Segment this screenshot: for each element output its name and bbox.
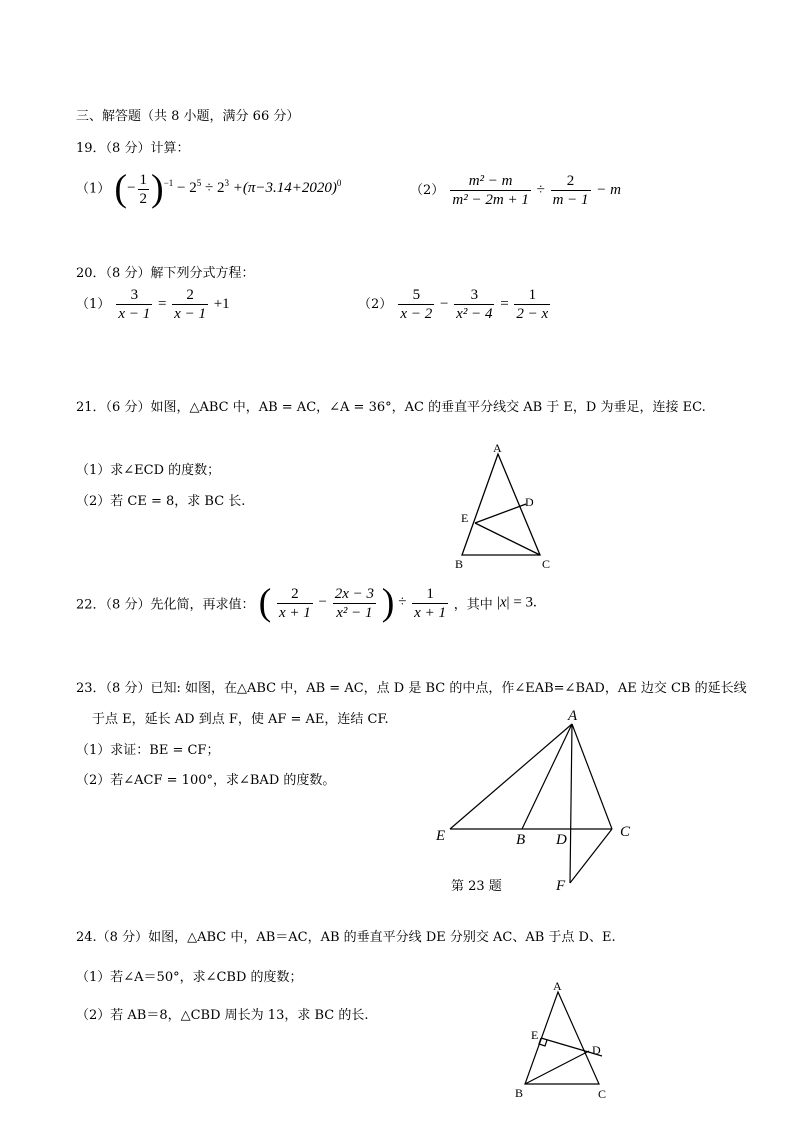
q22-d1: x + 1: [279, 604, 311, 621]
q20-p2-label: （2）: [358, 296, 393, 312]
q22-line: 22．（8 分）先化简，再求值： ( $\frac{2}{x + 1}$ − $\frac{2x - 3}{\text{x² − 1}}$ ) ÷ $\frac{1}{x + 1}$ ，其中 |x| = 3.: [76, 582, 537, 624]
q21-sub2: （2）若 CE = 8，求 BC 长.: [76, 494, 246, 509]
q24-label-c: C: [598, 1087, 607, 1101]
q19-p2-num2: 2: [551, 172, 591, 191]
q19-p2-label: （2）: [410, 182, 445, 198]
q20-p1-label: （1）: [76, 296, 111, 312]
q20-p2-d3: 2 − x: [516, 306, 549, 322]
q21-figure: [450, 440, 560, 575]
q23-label-a: A: [568, 708, 578, 724]
q20-p2-n2: 3: [454, 286, 494, 305]
q22-abs-var: x: [499, 594, 507, 611]
q20-p2-n3: 1: [514, 286, 550, 305]
q23-label-e: E: [436, 828, 446, 844]
q20-p1-d1: x − 1: [118, 306, 151, 322]
q24-sub1: （1）若∠A＝50°，求∠CBD 的度数；: [76, 970, 303, 985]
q21-label-e: E: [461, 511, 469, 525]
q19-p1-expr: (− $\frac{1}{2}$ )$^{-1} - 2^5 \div 2^3 +(\pi-3.14+2020)^0$: [114, 168, 342, 210]
q23-sub2: （2）若∠ACF = 100°，求∠BAD 的度数。: [76, 773, 336, 788]
q22-title: 22．（8 分）先化简，再求值：: [76, 597, 255, 613]
q19-part2: （2） $\frac{\text{m² − m}}{\text{m² − 2m + 1}}$ ÷ $\frac{2}{m - 1}$ − m: [410, 173, 621, 208]
q21-label-b: B: [455, 557, 464, 571]
q20-title: 20．（8 分）解下列分式方程：: [76, 266, 255, 281]
q22-n1: 2: [277, 585, 313, 604]
q20-p1-tail: +1: [213, 295, 230, 312]
q24-title: 24.（8 分）如图，△ABC 中，AB＝AC，AB 的垂直平分线 DE 分别交 AC、AB 于点 D、E.: [76, 930, 616, 945]
q23-label-b: B: [516, 832, 526, 848]
q24-label-b: B: [515, 1086, 524, 1100]
section-header: 三、解答题（共 8 小题，满分 66 分）: [76, 109, 300, 124]
q23-caption: 第 23 题: [451, 879, 502, 894]
q19-p1-tail: +(π−3.14+2020): [232, 180, 337, 197]
q19-p1-label: （1）: [76, 181, 111, 197]
q22-eq: = 3.: [513, 594, 537, 611]
q24-label-d: D: [592, 1043, 601, 1057]
q21-label-d: D: [525, 495, 534, 509]
q21-label-c: C: [542, 557, 551, 571]
q19-p2-den: m² − 2m + 1: [452, 192, 529, 208]
q20-part1: （1） $\frac{3}{x - 1}$ = $\frac{2}{x - 1}$ +1: [76, 287, 230, 322]
q23-title: 23．（8 分）已知: 如图，在△ABC 中，AB = AC，点 D 是 BC 的中点，作∠EAB=∠BAD，AE 边交 CB 的延长线: [76, 681, 747, 696]
q23-label-d: D: [556, 832, 567, 848]
q23-sub1: （1）求证：BE = CF；: [76, 743, 220, 758]
q24-figure: [505, 978, 615, 1108]
q23-label-c: C: [620, 824, 631, 840]
q20-p1-n1: 3: [116, 286, 152, 305]
q23-title-cont: 于点 E，延长 AD 到点 F，使 AF = AE，连结 CF.: [92, 712, 389, 727]
q21-label-a: A: [493, 441, 502, 455]
q20-p1-n2: 2: [172, 286, 208, 305]
q22-d3: x + 1: [414, 604, 446, 621]
q20-p2-d2: x² − 4: [456, 306, 493, 322]
q22-d2: x² − 1: [336, 604, 373, 621]
q20-part2: （2） $\frac{5}{x - 2}$ − $\frac{3}{\text{x² − 4}}$ = $\frac{1}{2 - x}$: [358, 287, 549, 322]
q24-label-e: E: [531, 1028, 539, 1042]
q19-part1: [76, 170, 341, 208]
q19-p2-tail: − m: [596, 181, 621, 198]
q19-p2-den2: m − 1: [552, 192, 589, 208]
q19-title: 19．（8 分）计算：: [76, 141, 190, 156]
q20-p2-n1: 5: [398, 286, 434, 305]
q23-label-f: F: [556, 878, 566, 894]
q23-figure: [430, 700, 650, 900]
q22-n3: 1: [412, 585, 448, 604]
q19-p2-num: m² − m: [450, 172, 530, 191]
q24-label-a: A: [553, 979, 562, 993]
q21-title: 21．（6 分）如图，△ABC 中，AB = AC，∠A = 36°，AC 的垂直平分线交 AB 于 E，D 为垂足，连接 EC.: [76, 400, 706, 415]
q20-p2-d1: x − 2: [400, 306, 433, 322]
q21-sub1: （1）求∠ECD 的度数；: [76, 463, 221, 478]
q20-p1-d2: x − 1: [174, 306, 206, 322]
q24-sub2: （2）若 AB＝8，△CBD 周长为 13，求 BC 的长.: [76, 1008, 369, 1023]
q22-tail-text: ，其中: [453, 597, 493, 613]
q22-n2: 2x − 3: [334, 585, 375, 602]
